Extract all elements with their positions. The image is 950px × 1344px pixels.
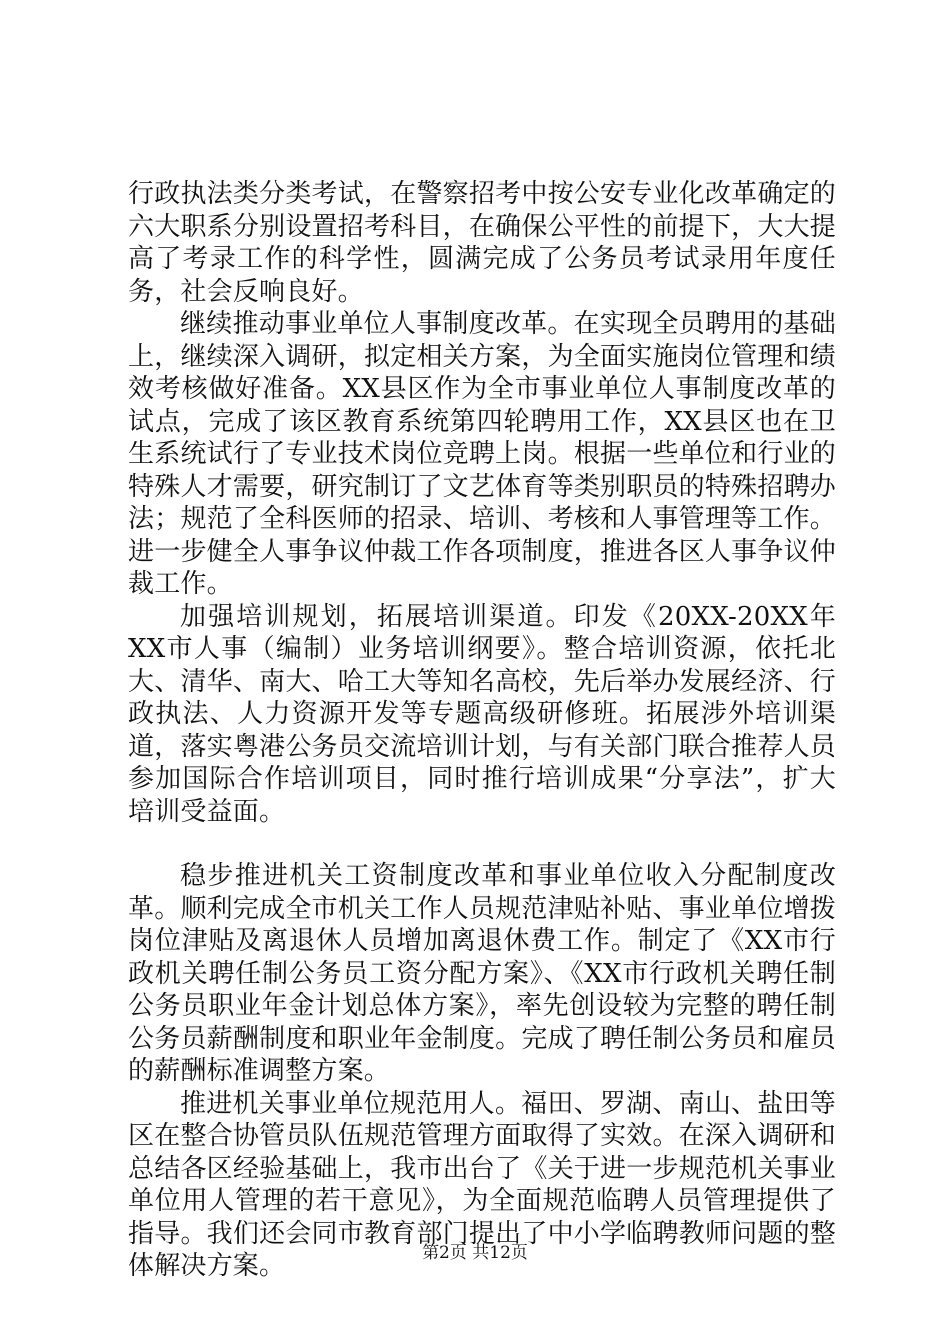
paragraph-staffing: 推进机关事业单位规范用人。福田、罗湖、南山、盐田等区在整合协管员队伍规范管理方面取得了实效。在深入调研和总结各区经验基础上，我市出台了《关于进一步规范机关事业单位用人管理的若干意见》，为全面规范临聘人员管理提供了指导。我们还会同市教育部门提出了中小学临聘教师问题的整体解决方案。 bbox=[128, 1088, 836, 1281]
paragraph-training: 加强培训规划，拓展培训渠道。印发《20XX-20XX年XX市人事（编制）业务培训纲要》。整合培训资源，依托北大、清华、南大、哈工大等知名高校，先后举办发展经济、行政执法、人力资源开发等专题高级研修班。拓展涉外培训渠道，落实粤港公务员交流培训计划，与有关部门联合推荐人员参加国际合作培训项目，同时推行培训成果“分享法”，扩大培训受益面。 bbox=[128, 601, 836, 827]
paragraph-continuation: 行政执法类分类考试，在警察招考中按公安专业化改革确定的六大职系分别设置招考科目，在确保公平性的前提下，大大提高了考录工作的科学性，圆满完成了公务员考试录用年度任务，社会反响良好。 bbox=[128, 179, 836, 307]
page-footer: 第2页 共12页 bbox=[422, 1243, 528, 1263]
paragraph-institution-reform: 继续推动事业单位人事制度改革。在实现全员聘用的基础上，继续深入调研，拟定相关方案，为全面实施岗位管理和绩效考核做好准备。XX县区作为全市事业单位人事制度改革的试点，完成了该区教育系统第四轮聘用工作，XX县区也在卫生系统试行了专业技术岗位竞聘上岗。根据一些单位和行业的特殊人才需要，研究制订了文艺体育等类别职员的特殊招聘办法；规范了全科医师的招录、培训、考核和人事管理等工作。进一步健全人事争议仲裁工作各项制度，推进各区人事争议仲裁工作。 bbox=[128, 309, 836, 599]
paragraph-gap bbox=[128, 828, 836, 860]
document-body bbox=[128, 178, 836, 1283]
paragraph-salary-reform: 稳步推进机关工资制度改革和事业单位收入分配制度改革。顺利完成全市机关工作人员规范津贴补贴、事业单位增拨岗位津贴及离退休人员增加离退休费工作。制定了《XX市行政机关聘任制公务员工资分配方案》、《XX市行政机关聘任制公务员职业年金计划总体方案》，率先创设较为完整的聘任制公务员薪酬制度和职业年金制度。完成了聘任制公务员和雇员的薪酬标准调整方案。 bbox=[128, 861, 836, 1086]
